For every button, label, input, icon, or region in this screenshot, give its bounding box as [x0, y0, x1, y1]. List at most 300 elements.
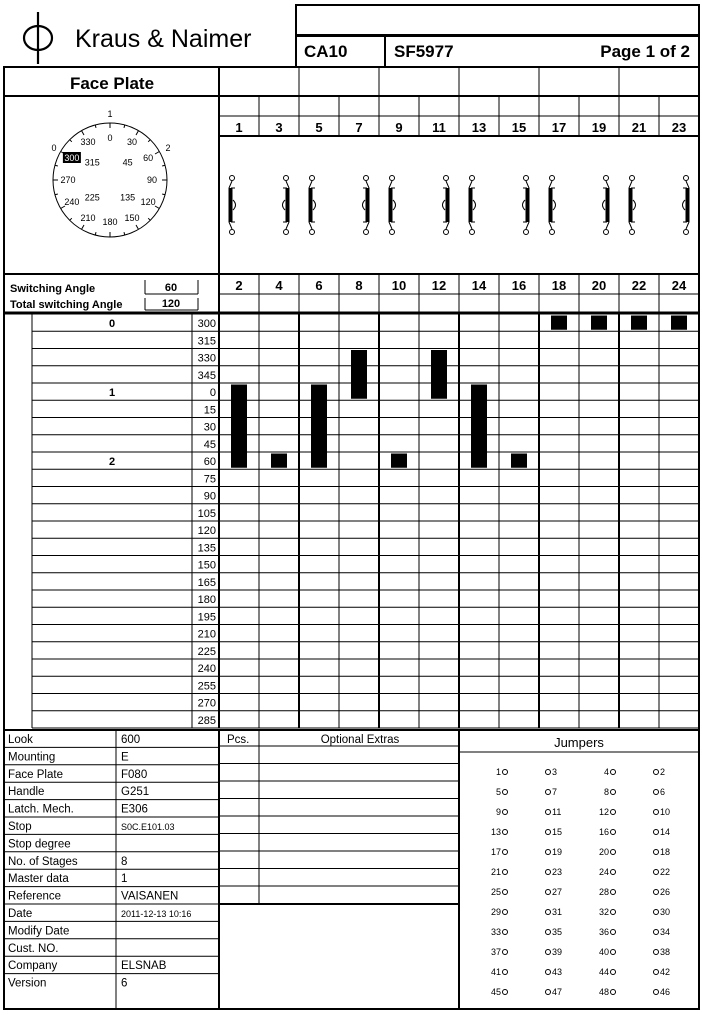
jumper-point-icon: [611, 850, 616, 855]
closed-contact-bar: [391, 454, 407, 468]
jumper-number: 26: [660, 887, 671, 897]
angle-label: 30: [203, 421, 216, 434]
jumper-number: 41: [490, 967, 501, 977]
jumper-number: 35: [552, 927, 563, 937]
dial-angle-label: 135: [120, 192, 136, 203]
jumper-point-icon: [611, 910, 616, 915]
dial-diagram: [51, 109, 170, 237]
angle-label: 15: [203, 404, 216, 417]
spec-value: E306: [121, 803, 148, 816]
terminal-top-label: 7: [355, 120, 363, 135]
terminal-bottom-label: 10: [391, 278, 407, 293]
jumper-terminal: [654, 827, 671, 837]
terminal-top-label: 21: [631, 120, 647, 135]
terminal-bottom-label: 14: [471, 278, 487, 293]
jumper-point-icon: [546, 810, 551, 815]
jumper-point-icon: [654, 810, 659, 815]
jumper-point-icon: [546, 910, 551, 915]
spec-label: Cust. NO.: [8, 942, 59, 955]
dial-tick: [82, 225, 85, 229]
jumper-number: 13: [490, 827, 501, 837]
jumper-point-icon: [654, 970, 659, 975]
jumper-number: 33: [490, 927, 501, 937]
spec-table: [4, 734, 219, 990]
jumper-number: 34: [660, 927, 671, 937]
jumper-terminal: [599, 947, 616, 957]
jumper-number: 47: [552, 987, 563, 997]
brand-name: Kraus & Naimer: [75, 25, 252, 53]
jumper-terminal: [496, 787, 508, 797]
jumper-point-icon: [654, 950, 659, 955]
dial-tick: [124, 232, 125, 235]
total-angle-label: Total switching Angle: [10, 299, 123, 311]
jumper-point-icon: [503, 910, 508, 915]
jumper-point-icon: [654, 990, 659, 995]
jumper-number: 48: [598, 987, 609, 997]
position-label: 1: [108, 387, 116, 399]
dial-position-label: 0: [51, 143, 57, 153]
terminal-top-label: 19: [591, 120, 607, 135]
jumper-terminal: [546, 967, 563, 977]
dial-angle-label: 30: [126, 136, 138, 147]
jumper-terminal: [654, 947, 671, 957]
jumper-number: 22: [660, 867, 671, 877]
spec-value: E: [121, 751, 129, 764]
jumper-terminal: [491, 907, 508, 917]
dial-tick: [95, 232, 96, 235]
angle-label: 315: [197, 335, 216, 348]
jumper-number: 10: [660, 807, 671, 817]
terminal-top-label: 23: [671, 120, 687, 135]
dial-angle-label: 240: [64, 197, 80, 207]
contact-symbol: [363, 176, 370, 235]
jumper-point-icon: [611, 810, 616, 815]
jumper-terminal: [491, 867, 508, 877]
jumper-number: 8: [603, 787, 609, 797]
dial-angle-label: 120: [140, 197, 156, 207]
jumper-number: 11: [552, 807, 562, 817]
jumper-terminal: [654, 847, 671, 857]
closed-contact-bar: [631, 316, 647, 330]
jumper-point-icon: [654, 770, 659, 775]
jumper-point-icon: [503, 890, 508, 895]
jumper-point-icon: [503, 950, 508, 955]
spec-value: 8: [121, 855, 128, 868]
jumper-terminal: [491, 827, 508, 837]
contact-symbol: [549, 176, 556, 235]
contact-symbol: [683, 176, 690, 235]
jumper-point-icon: [503, 970, 508, 975]
jumper-point-icon: [611, 890, 616, 895]
dial-tick: [162, 165, 165, 166]
contact-symbol: [443, 176, 450, 235]
jumper-number: 17: [490, 847, 501, 857]
angle-label: 240: [197, 663, 216, 675]
spec-label: Modify Date: [8, 925, 70, 938]
dial-angle-label: 330: [80, 136, 96, 147]
dial-tick: [55, 165, 58, 166]
dial-angle-label: 150: [124, 213, 140, 224]
jumper-number: 21: [490, 867, 501, 877]
jumper-point-icon: [611, 870, 616, 875]
jumper-point-icon: [611, 770, 616, 775]
jumper-number: 43: [552, 967, 563, 977]
jumper-point-icon: [546, 830, 551, 835]
jumper-terminal: [654, 787, 666, 797]
dial-angle-label: 60: [143, 153, 154, 163]
contact-symbol: [309, 176, 316, 235]
spec-value: 1: [121, 873, 128, 886]
jumper-number: 30: [660, 907, 671, 917]
jumper-terminal: [546, 947, 563, 957]
jumper-terminal: [491, 847, 508, 857]
closed-contact-bar: [311, 385, 327, 468]
jumper-terminal: [496, 767, 508, 777]
spec-value: F080: [121, 768, 148, 781]
jumper-terminal: [491, 927, 508, 937]
position-label: 0: [108, 318, 116, 330]
jumper-number: 4: [603, 767, 609, 777]
terminal-top-label: 17: [551, 120, 567, 135]
spec-label: Face Plate: [8, 768, 63, 781]
angle-label: 330: [197, 352, 216, 365]
jumper-terminal: [546, 987, 563, 997]
jumpers-panel: [459, 735, 699, 997]
angle-label: 195: [197, 611, 216, 624]
terminal-bottom-label: 4: [275, 278, 283, 293]
contact-symbol: [603, 176, 610, 235]
jumper-terminal: [491, 887, 508, 897]
total-angle-value: 120: [161, 298, 181, 310]
jumper-point-icon: [611, 930, 616, 935]
jumper-number: 15: [552, 827, 563, 837]
terminal-bottom-label: 8: [355, 278, 363, 293]
jumper-point-icon: [611, 790, 616, 795]
dial-angle-label: 225: [84, 192, 100, 203]
jumper-point-icon: [503, 770, 508, 775]
jumper-terminal: [546, 887, 563, 897]
closed-contact-bar: [671, 316, 687, 330]
angle-label: 0: [209, 387, 216, 399]
page-indicator: Page 1 of 2: [600, 42, 690, 61]
jumper-number: 3: [552, 767, 558, 777]
jumper-number: 31: [552, 907, 563, 917]
jumper-number: 40: [598, 947, 609, 957]
jumper-number: 23: [552, 867, 563, 877]
terminal-top-label: 11: [432, 120, 446, 135]
contact-symbol: [229, 176, 236, 235]
jumper-terminal: [599, 827, 616, 837]
jumper-terminal: [491, 947, 508, 957]
face-plate-title: Face Plate: [69, 74, 155, 93]
jumper-point-icon: [503, 990, 508, 995]
jumper-terminal: [546, 767, 558, 777]
jumper-terminal: [599, 907, 616, 917]
jumper-number: 20: [598, 847, 609, 857]
jumper-number: 44: [598, 967, 609, 977]
angle-label: 225: [197, 645, 216, 658]
closed-contact-bar: [511, 454, 527, 468]
jumper-number: 29: [490, 907, 501, 917]
jumper-point-icon: [611, 990, 616, 995]
jumper-point-icon: [503, 870, 508, 875]
jumper-terminal: [546, 907, 563, 917]
closed-contact-bar: [431, 350, 447, 399]
jumper-number: 25: [490, 887, 501, 897]
jumper-number: 7: [552, 787, 558, 797]
contact-symbol: [523, 176, 530, 235]
jumper-terminal: [599, 867, 616, 877]
jumper-terminal: [546, 927, 563, 937]
dial-tick: [155, 206, 159, 209]
spec-value: S0C.E101.03: [121, 822, 175, 832]
jumper-point-icon: [654, 850, 659, 855]
drawing-number: SF5977: [394, 42, 454, 61]
jumper-terminal: [654, 867, 671, 877]
angle-label: 135: [197, 542, 216, 555]
jumper-number: 5: [495, 787, 501, 797]
jumper-point-icon: [654, 830, 659, 835]
spec-value: VAISANEN: [121, 890, 179, 903]
spec-label: Reference: [8, 890, 62, 903]
jumper-point-icon: [654, 890, 659, 895]
jumper-number: 2: [660, 767, 666, 777]
spec-label: Version: [8, 977, 47, 990]
jumper-terminal: [546, 847, 563, 857]
switching-angle-value: 60: [164, 282, 178, 294]
closed-contact-bar: [231, 385, 247, 468]
jumper-terminal: [654, 907, 671, 917]
dial-tick: [148, 218, 150, 220]
terminal-top-label: 5: [315, 120, 323, 135]
spec-value: 600: [121, 734, 141, 746]
jumper-number: 37: [490, 947, 501, 957]
jumper-terminal: [654, 927, 671, 937]
spec-value: 6: [121, 977, 128, 990]
jumper-number: 36: [598, 927, 609, 937]
dial-tick: [55, 194, 58, 195]
spec-label: Company: [8, 960, 58, 973]
jumper-terminal: [599, 987, 616, 997]
spec-label: Handle: [8, 786, 45, 799]
dial-angle-label: 45: [122, 157, 133, 168]
angle-label: 105: [197, 507, 216, 520]
dial-tick: [95, 125, 96, 128]
spec-label: No. of Stages: [8, 855, 78, 868]
dial-angle-label: 180: [102, 217, 118, 227]
angle-label: 150: [197, 559, 216, 572]
angle-label: 165: [197, 576, 216, 589]
jumper-number: 9: [495, 807, 501, 817]
angle-label: 180: [197, 594, 216, 606]
closed-contact-bar: [471, 385, 487, 468]
jumper-number: 18: [660, 847, 671, 857]
contact-symbol: [469, 176, 476, 235]
jumpers-title: Jumpers: [554, 735, 604, 750]
jumper-number: 12: [598, 807, 609, 817]
jumper-terminal: [546, 807, 562, 817]
dial-tick: [148, 140, 150, 142]
angle-label: 345: [197, 369, 216, 382]
spec-label: Stop degree: [8, 838, 71, 851]
terminal-bottom-label: 24: [671, 278, 687, 293]
spec-label: Look: [8, 734, 33, 746]
jumper-number: 32: [598, 907, 609, 917]
jumper-terminal: [654, 807, 671, 817]
spec-label: Stop: [8, 821, 32, 833]
spec-value: G251: [121, 786, 150, 799]
closed-contact-bar: [551, 316, 567, 330]
jumper-terminal: [654, 987, 671, 997]
terminal-top-label: 13: [471, 120, 487, 135]
terminal-bottom-label: 16: [511, 278, 527, 293]
jumper-number: 1: [495, 767, 501, 777]
jumper-number: 14: [660, 827, 671, 837]
spec-label: Date: [8, 908, 33, 920]
jumper-terminal: [599, 847, 616, 857]
jumper-terminal: [491, 967, 508, 977]
dial-angle-label: 300: [64, 153, 80, 163]
terminal-top-label: 15: [511, 120, 527, 135]
jumper-terminal: [604, 767, 616, 777]
jumper-number: 28: [598, 887, 609, 897]
dial-tick: [70, 140, 72, 142]
angle-label: 45: [203, 438, 216, 451]
jumper-point-icon: [611, 970, 616, 975]
jumper-point-icon: [546, 950, 551, 955]
jumper-point-icon: [503, 850, 508, 855]
terminal-bottom-label: 12: [431, 278, 447, 293]
jumper-point-icon: [611, 830, 616, 835]
spec-label: Latch. Mech.: [8, 803, 74, 816]
spec-value: ELSNAB: [121, 960, 167, 973]
closed-contact-bar: [271, 454, 287, 468]
terminal-bottom-label: 20: [591, 278, 607, 293]
terminal-bottom-label: 18: [551, 278, 567, 293]
jumper-point-icon: [654, 930, 659, 935]
jumper-point-icon: [503, 790, 508, 795]
closed-contact-bar: [591, 316, 607, 330]
dial-tick: [70, 218, 72, 220]
spec-label: Master data: [8, 873, 69, 886]
jumper-point-icon: [546, 770, 551, 775]
jumper-point-icon: [546, 990, 551, 995]
dial-angle-label: 90: [146, 175, 158, 185]
jumper-terminal: [654, 887, 671, 897]
jumper-point-icon: [654, 910, 659, 915]
spec-value: 2011-12-13 10:16: [121, 909, 192, 919]
dial-position-label: 1: [107, 109, 113, 119]
jumper-terminal: [599, 887, 616, 897]
jumper-number: 16: [598, 827, 609, 837]
angle-label: 120: [197, 525, 216, 537]
dial-tick: [155, 152, 159, 155]
terminal-bottom-label: 6: [315, 278, 323, 293]
dial-angle-label: 210: [80, 213, 96, 224]
optional-extras-header: Optional Extras: [320, 734, 400, 746]
angle-label: 75: [203, 473, 216, 486]
dial-tick: [82, 131, 85, 135]
dial-position-label: 2: [165, 143, 171, 153]
jumper-point-icon: [654, 790, 659, 795]
angle-label: 210: [197, 628, 216, 641]
dial-tick: [136, 131, 139, 135]
phi-logo-icon: [24, 12, 52, 64]
dial-angle-label: 270: [60, 175, 76, 185]
terminal-area: [219, 67, 699, 313]
jumper-number: 27: [552, 887, 563, 897]
jumper-point-icon: [503, 830, 508, 835]
terminal-bottom-label: 22: [631, 278, 647, 293]
jumper-terminal: [604, 787, 616, 797]
jumper-terminal: [546, 827, 563, 837]
jumper-point-icon: [654, 870, 659, 875]
spec-label: Mounting: [8, 751, 56, 764]
jumper-number: 39: [552, 947, 563, 957]
contact-symbol: [629, 176, 636, 235]
jumper-terminal: [496, 807, 508, 817]
dial-tick: [162, 194, 165, 195]
model-code: CA10: [304, 42, 348, 61]
switching-angle-label: Switching Angle: [10, 283, 96, 295]
terminal-bottom-label: 2: [235, 278, 243, 293]
jumper-number: 19: [552, 847, 563, 857]
jumper-terminal: [546, 787, 558, 797]
jumper-number: 6: [660, 787, 666, 797]
optional-extras-table: [219, 730, 459, 904]
jumper-number: 42: [660, 967, 671, 977]
jumper-terminal: [654, 767, 666, 777]
jumper-terminal: [654, 967, 671, 977]
closed-contact-bar: [351, 350, 367, 399]
jumper-terminal: [546, 867, 563, 877]
jumper-number: 46: [660, 987, 671, 997]
face-plate-panel: [4, 67, 219, 313]
terminal-top-label: 3: [275, 120, 283, 135]
jumper-number: 38: [660, 947, 671, 957]
jumper-point-icon: [503, 810, 508, 815]
angle-label: 300: [197, 318, 216, 330]
angle-label: 270: [197, 697, 216, 710]
jumper-number: 45: [490, 987, 501, 997]
header: [24, 5, 699, 67]
jumper-point-icon: [546, 970, 551, 975]
jumper-point-icon: [546, 890, 551, 895]
terminal-top-label: 1: [235, 120, 243, 135]
jumper-terminal: [599, 807, 616, 817]
jumper-point-icon: [546, 850, 551, 855]
dial-angle-label: 315: [84, 157, 100, 168]
pcs-header: Pcs.: [227, 734, 250, 746]
dial-angle-label: 0: [107, 133, 113, 143]
jumper-terminal: [599, 927, 616, 937]
angle-label: 285: [197, 714, 216, 727]
angle-label: 255: [197, 680, 216, 693]
jumper-point-icon: [546, 870, 551, 875]
jumper-terminal: [599, 967, 616, 977]
jumper-point-icon: [611, 950, 616, 955]
jumper-terminal: [491, 987, 508, 997]
terminal-top-label: 9: [395, 120, 403, 135]
jumper-number: 24: [598, 867, 609, 877]
contact-symbol: [389, 176, 396, 235]
contact-symbol: [283, 176, 290, 235]
jumper-point-icon: [503, 930, 508, 935]
position-label: 2: [108, 456, 116, 468]
angle-label: 90: [203, 490, 216, 503]
switching-diagram: [4, 313, 699, 728]
dial-tick: [136, 225, 139, 229]
